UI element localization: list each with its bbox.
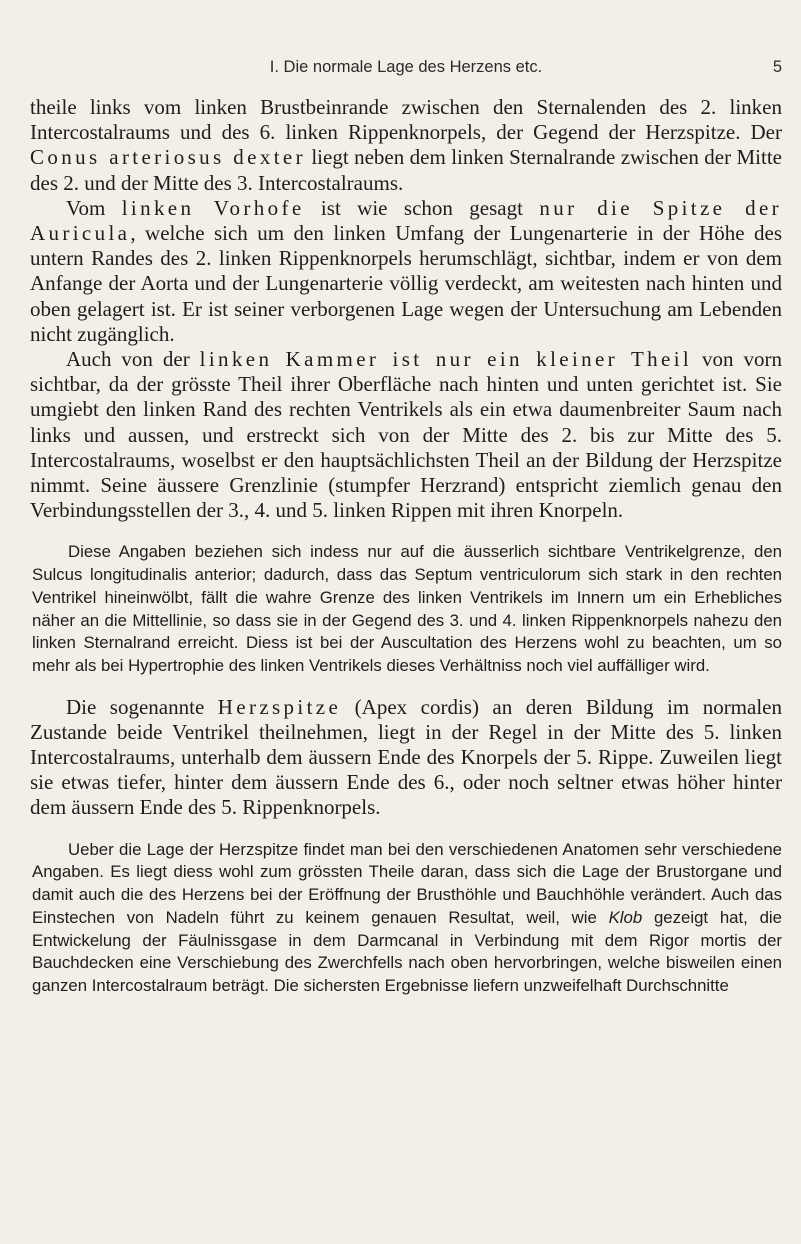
page-number: 5 <box>772 58 782 76</box>
note-apex-position <box>30 839 782 998</box>
spaced-emphasis: linken Vorhofe <box>121 195 305 220</box>
running-header <box>30 58 782 82</box>
book-page <box>30 0 782 1244</box>
spaced-emphasis: linken Kammer ist nur ein kleiner Theil <box>199 347 693 372</box>
paragraph-right-ventricle-conus <box>30 95 782 196</box>
text-run: von vorn sichtbar, da der grösste Theil ihrer Oberfläche nach hinten und unten gerichtet ist. Sie umgiebt den linken Rand des rechten Ventrikels als ein etwa daumenbreiter Saum nach links und aussen, und erstreckt sich von der Mitte des 2. bis zur Mitte des 5. Intercostalraums, woselbst er den hauptsächlichsten Theil an der Bildung der Herzspitze nimmt. Seine äussere Grenzlinie (stumpfer Herzrand) entspricht ziemlich genau den Verbindungsstellen der 3., 4. und 5. linken Rippen mit ihren Knorpeln. <box>30 347 782 523</box>
spaced-emphasis: Conus arteriosus dexter <box>30 145 306 170</box>
page-body <box>30 95 782 998</box>
text-run: Vom <box>66 195 122 220</box>
text-run: liegt neben dem linken Sternalrande zwischen der Mitte des 2. und der Mitte des 3. Intercostalraums. <box>30 145 782 195</box>
running-title: I. Die normale Lage des Herzens etc. <box>269 58 543 76</box>
paragraph-apex-cordis <box>30 695 782 821</box>
text-run: , welche sich um den linken Umfang der Lungenarterie in der Höhe des untern Randes des 2. linken Rippenknorpels herumschlägt, sichtbar, indem er von dem Anfange der Aorta und der Lungenarterie völlig verdeckt, am weitesten nach hinten und oben gelagert ist. Er ist seiner verborgenen Lage wegen der Untersuchung am Lebenden nicht zugänglich. <box>30 221 782 346</box>
text-run: Diese Angaben beziehen sich indess nur auf die äusserlich sichtbare Ventrikelgrenze, den Sulcus longitudinalis anterior; dadurch, dass das Septum ventriculorum sich stark in den rechten Ventrikel hineinwölbt, fällt die wahre Grenze des linken Ventrikels im Innern um ein Erhebliches näher an die Mittellinie, so dass sie in der Gegend des 3. und 4. linken Rippenknorpels nahezu den linken Sternalrand erreicht. Diess ist bei der Auscultation des Herzens wohl zu beachten, um so mehr als bei Hypertrophie des linken Ventrikels dieses Verhältniss noch viel auffälliger wird. <box>32 542 782 675</box>
text-run: theile links vom linken Brustbeinrande zwischen den Sternalenden des 2. linken Intercostalraums und des 6. linken Rippenknorpels, der Gegend der Herzspitze. Der <box>30 95 782 145</box>
spaced-emphasis: nur die Spitze der Auricula <box>30 195 783 246</box>
text-run: (Apex cordis) an deren Bildung im normalen Zustande beide Ventrikel theilnehmen, liegt in der Regel in der Mitte des 5. linken Intercostalraums, unterhalb dem äussern Ende des Knorpels der 5. Rippe. Zuweilen liegt sie etwas tiefer, hinter dem äussern Ende des 6., oder noch seltner etwas höher hinter dem äussern Ende des 5. Rippenknorpels. <box>30 694 782 820</box>
text-run: ist wie schon gesagt <box>304 195 540 220</box>
text-run: Die sogenannte <box>66 694 218 719</box>
italic-name: Klob <box>608 907 643 927</box>
paragraph-left-atrium <box>30 196 782 347</box>
text-run: Ueber die Lage der Herzspitze findet man bei den verschiedenen Anatomen sehr verschiedene Angaben. Es liegt diess wohl zum grössten Theile daran, dass sich die Lage der Brustorgane und damit auch die des Herzens bei der Eröffnung der Brusthöhle und Bauchhöhle verändert. Auch das Einstechen von Nadeln führt zu keinem genauen Resultat, weil, wie <box>32 839 782 927</box>
text-run: gezeigt hat, die Entwickelung der Fäulnissgase in dem Darmcanal in Verbindung mit dem Rigor mortis der Bauchdecken eine Verschiebung des Zwerchfells nach oben hervorbringen, welche bisweilen einen ganzen Intercostalraum beträgt. Die sichersten Ergebnisse liefern unzweifelhaft Durchschnitte <box>32 907 782 995</box>
paragraph-left-ventricle <box>30 347 782 523</box>
spaced-emphasis: Herzspitze <box>217 694 342 719</box>
text-run: Auch von der <box>66 347 200 372</box>
note-septum-ventriculorum <box>30 541 782 677</box>
